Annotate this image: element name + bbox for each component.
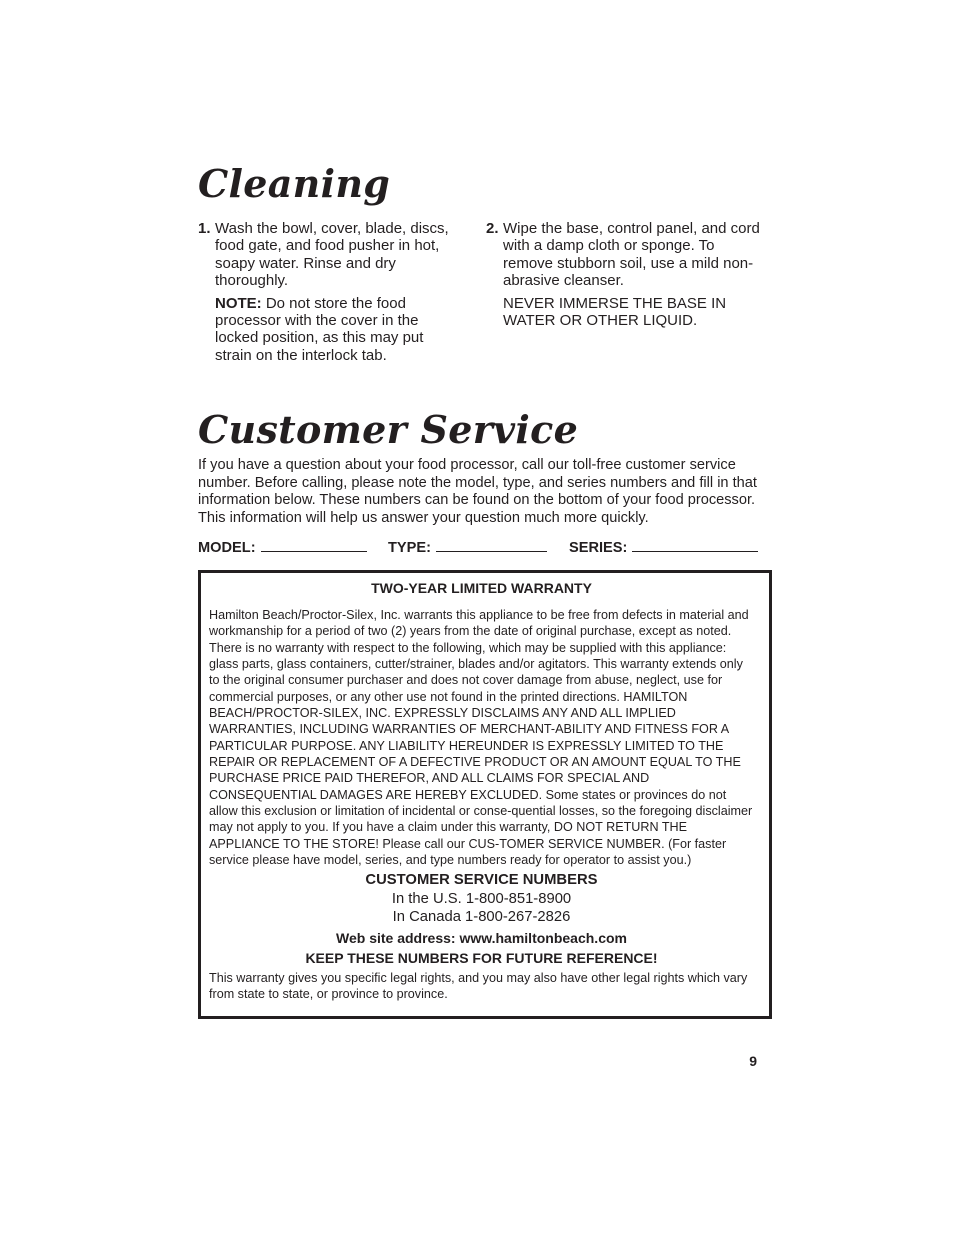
- immersion-warning: NEVER IMMERSE THE BASE IN WATER OR OTHER LIQUID.: [503, 294, 727, 330]
- cleaning-heading: Cleaning: [198, 161, 391, 206]
- step-number: 2.: [486, 220, 499, 237]
- warranty-body: Hamilton Beach/Proctor-Silex, Inc. warrants this appliance to be free from defects in material and workmanship for a period of two (2) years from the date of original purchase, except as noted. There is no warranty with respect to the following, which may be supplied with this appliance: glass parts, glass containers, cutter/strainer, blades and/or agitators. This warranty extends only to the original consumer purchaser and does not cover damage from abuse, neglect, use for commercial purposes, or any other use not found in the printed directions. HAMILTON BEACH/PROCTOR-SILEX, INC. EXPRESSLY DISCLAIMS ANY AND ALL IMPLIED WARRANTIES, INCLUDING WARRANTIES OF MERCHANT-ABILITY AND FITNESS FOR A PARTICULAR PURPOSE. ANY LIABILITY HEREUNDER IS EXPRESSLY LIMITED TO THE REPAIR OR REPLACEMENT OF A DEFECTIVE PRODUCT OR AN AMOUNT EQUAL TO THE PURCHASE PRICE PAID THEREFOR, AND ALL CLAIMS FOR SPECIAL AND CONSEQUENTIAL DAMAGES ARE HEREBY EXCLUDED. Some states or provinces do not allow this exclusion or limitation of incidental or conse-quential losses, so the foregoing disclaimer may not apply to you. If you have a claim under this warranty, DO NOT RETURN THE APPLIANCE TO THE STORE! Please call our CUS-TOMER SERVICE NUMBER. (For faster service please have model, series, and type numbers ready for operator to assist you.): [209, 608, 753, 868]
- customer-service-intro: If you have a question about your food processor, call our toll-free customer service number. Before calling, please note the model, type, and series numbers and fill in that information below. These numbers can be found on the bottom of your food processor. This information will help us answer your question much more quickly.: [198, 457, 757, 526]
- cleaning-note: [215, 295, 450, 365]
- cleaning-steps: [198, 220, 760, 369]
- warranty-box: [198, 570, 772, 1019]
- cleaning-step-2: [486, 220, 760, 369]
- page-number: 9: [749, 1053, 757, 1069]
- series-label: SERIES:: [569, 540, 628, 556]
- model-blank-line: [261, 538, 367, 552]
- model-field: [198, 538, 367, 556]
- canada-phone-number: In Canada 1-800-267-2826: [392, 908, 571, 925]
- note-label: NOTE:: [215, 294, 262, 312]
- type-blank-line: [436, 538, 547, 552]
- website-address: Web site address: www.hamiltonbeach.com: [336, 929, 627, 946]
- model-label: MODEL:: [198, 540, 256, 556]
- cleaning-step-1: [198, 220, 450, 369]
- type-field: [388, 538, 547, 556]
- warranty-footer: This warranty gives you specific legal rights, and you may also have other legal rights which vary from state to state, or province to province.: [209, 970, 748, 1001]
- customer-service-numbers: [209, 871, 754, 968]
- keep-numbers-notice: KEEP THESE NUMBERS FOR FUTURE REFERENCE!: [305, 949, 658, 966]
- customer-service-heading: Customer Service: [198, 407, 579, 452]
- step-text: Wipe the base, control panel, and cord with a damp cloth or sponge. To remove stubborn soil, use a mild non-abrasive cleanser.: [503, 220, 760, 290]
- step-number: 1.: [198, 220, 211, 237]
- series-field: [569, 538, 758, 556]
- series-blank-line: [632, 538, 758, 552]
- step-text: Wash the bowl, cover, blade, discs, food gate, and food pusher in hot, soapy water. Rinse and dry thoroughly.: [215, 220, 449, 290]
- type-label: TYPE:: [388, 540, 431, 556]
- service-numbers-title: CUSTOMER SERVICE NUMBERS: [365, 871, 598, 888]
- warranty-title: TWO-YEAR LIMITED WARRANTY: [371, 580, 592, 596]
- us-phone-number: In the U.S. 1-800-851-8900: [391, 890, 572, 907]
- note-text: Do not store the food processor with the cover in the locked position, as this may put strain on the interlock tab.: [215, 294, 424, 364]
